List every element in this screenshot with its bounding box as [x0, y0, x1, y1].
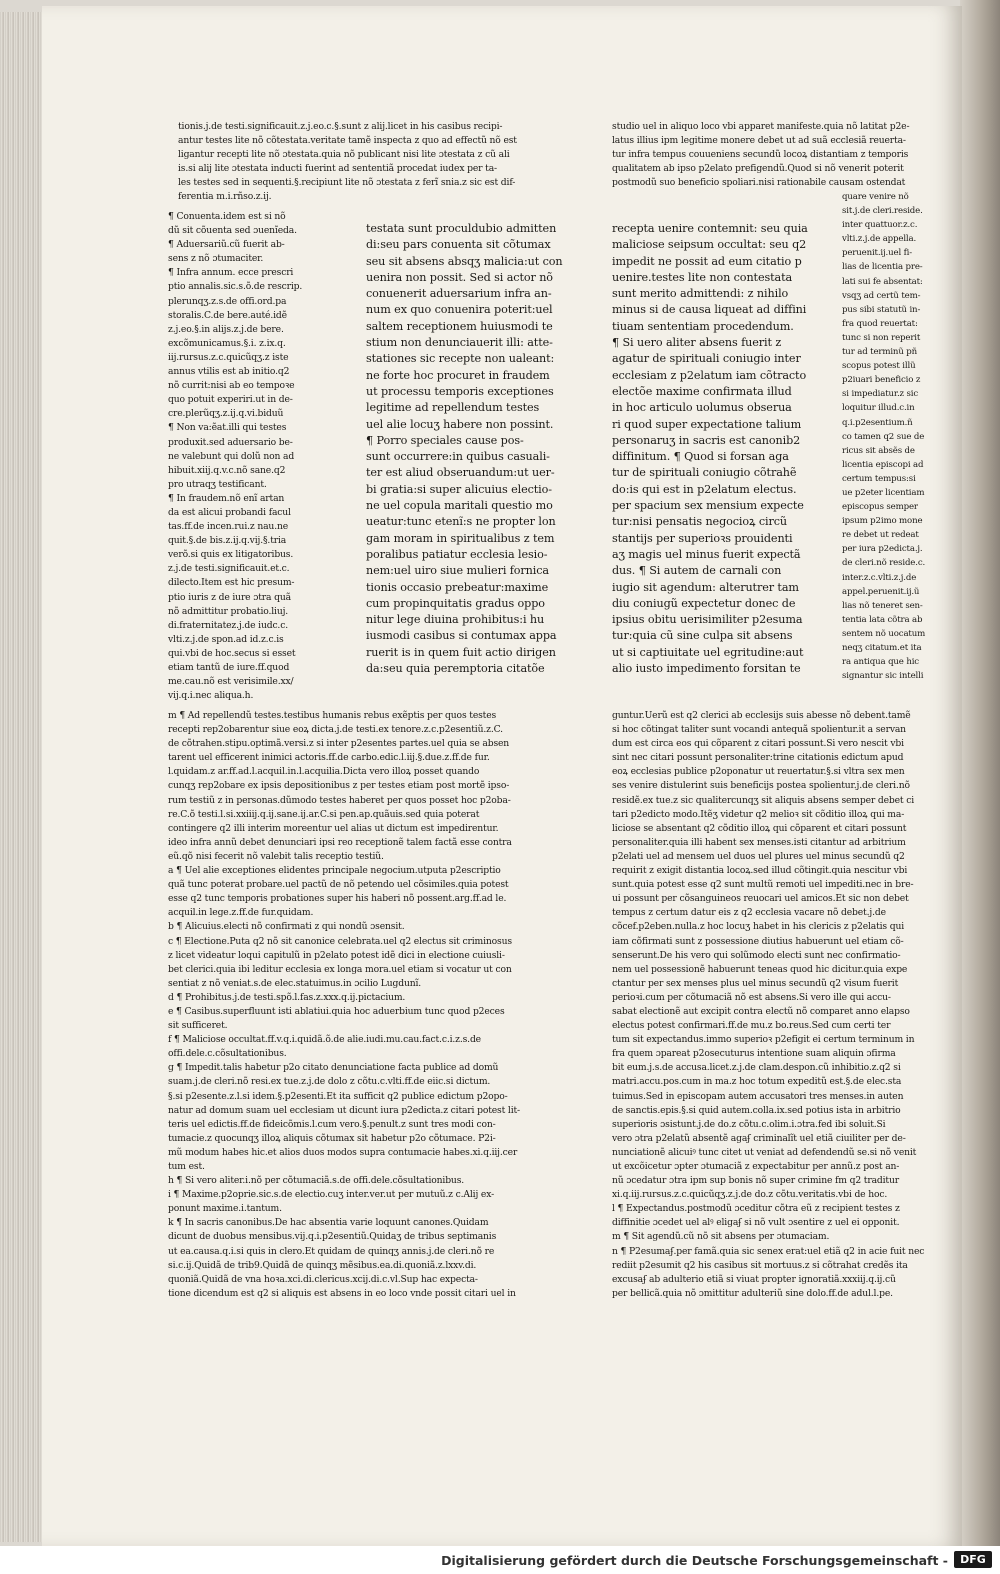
text-line: tuimus.Sed in episcopam autem accusatori tres menses.in auten: [612, 1090, 904, 1102]
text-line: postmodũ suo beneficio spoliari.nisi rationabile causam ostendat: [612, 177, 906, 189]
text-line: ipsum p2imo mone: [842, 516, 923, 527]
digitization-footer: [0, 1546, 1000, 1574]
text-line: sunt occurrere:in quibus casuali-: [366, 450, 550, 464]
text-line: ri quod super expectatione talium: [612, 417, 802, 431]
text-line: maliciose seipsum occultat: seu q2: [612, 238, 807, 252]
text-line: lias de licentia pre-: [842, 262, 923, 273]
text-line: sabat electionẽ aut excipit contra electũ nõ comparet anno elapso: [612, 1005, 910, 1017]
text-line: in hoc articulo uolumus obserua: [612, 401, 792, 415]
text-line: licentia episcopi ad: [842, 459, 924, 470]
text-line: mũ modum habes hic.et alios duos modos supra contumacie habes.xi.q.iij.cer: [168, 1146, 518, 1158]
text-line: minus si de causa liqueat ad diffini: [612, 303, 807, 317]
text-line: ueatur:tunc etenĩ:s ne propter lon: [366, 515, 556, 529]
text-line: ¶ Infra annum. ecce prescri: [168, 267, 294, 279]
text-line: co tamen q2 sue de: [842, 431, 925, 442]
text-line: dus. ¶ Si autem de carnali con: [612, 564, 782, 578]
text-line: qui.vbi de hoc.secus si esset: [168, 647, 296, 659]
text-line: fra quod reuertat:: [842, 318, 918, 329]
text-line: nõ admittitur probatio.liuj.: [168, 605, 289, 617]
text-line: p2elati uel ad mensem uel duos uel plures uel minus secundũ q2: [612, 850, 905, 862]
text-line: tur de spirituali coniugio cõtrahẽ: [612, 466, 797, 480]
text-line: eũ.qõ nisi fecerit nõ valebit talis receptio testiũ.: [168, 850, 384, 862]
text-line: me.cau.nõ est verisimile.xx/: [168, 676, 294, 688]
footer-credit: Digitalisierung gefördert durch die Deutsche Forschungsgemeinschaft -: [441, 1553, 948, 1568]
main-text-column-right: [612, 221, 842, 677]
text-line: z licet videatur loqui capitulũ in p2elato potest idẽ dici in electione cuiusli-: [168, 949, 505, 961]
text-line: appel.peruenit.ij.ũ: [842, 586, 920, 597]
text-line: electus potest confirmari.ff.de mu.z bo.reus.Sed cum certi ter: [612, 1020, 891, 1032]
text-line: perioꝛi.cum per cõtumaciã nõ est absens.Si vero ille qui accu-: [612, 991, 891, 1003]
text-line: personaliter.quia illi habent sex menses.isti citantur ad arbitrium: [612, 836, 906, 848]
text-line: stium non denunciauerit illi: atte-: [366, 336, 553, 350]
text-line: ne valebunt qui dolũ non ad: [168, 450, 295, 462]
text-line: sit sufficeret.: [168, 1020, 228, 1032]
text-line: storalis.C.de bere.auté.idẽ: [168, 309, 287, 321]
text-line: de cõtrahen.stipu.optimã.versi.z si inter p2esentes partes.uel quia se absen: [168, 738, 510, 750]
text-line: ter est aliud obseruandum:ut uer-: [366, 466, 555, 480]
text-line: alio iusto impedimento forsitan te: [612, 662, 801, 676]
text-line: conuenerit aduersarium infra an-: [366, 287, 552, 301]
text-line: ne uel copula maritali questio mo: [366, 499, 553, 513]
text-line: ideo infra annũ debet denunciari ipsi reo receptionẽ talem factã esse contra: [168, 836, 512, 848]
text-line: per spacium sex mensium expecte: [612, 499, 804, 513]
gloss-block-bottom-left: [168, 709, 618, 1301]
text-line: cum propinquitatis gradus oppo: [366, 596, 545, 610]
text-line: legitime ad repellendum testes: [366, 401, 540, 415]
text-line: ¶ Porro speciales cause pos-: [366, 433, 524, 447]
text-line: sentiat z nõ veniat.s.de elec.statuimus.in ɔcilio Lugdunĩ.: [168, 977, 422, 989]
text-line: tur ad terminũ pñ: [842, 347, 918, 358]
text-line: tiuam sententiam procedendum.: [612, 319, 794, 333]
text-line: ne forte hoc procuret in fraudem: [366, 368, 550, 382]
text-line: superioris ɔsistunt.j.de do.z cõtu.c.olim.i.ɔtra.fed ibi soluit.Si: [612, 1118, 886, 1130]
text-line: personaruʒ in sacris est canonib2: [612, 433, 801, 447]
text-line: ponunt maxime.i.tantum.: [168, 1203, 282, 1215]
text-line: da:seu quia peremptoria citatõe: [366, 662, 545, 676]
gloss-block-top-left: [178, 120, 618, 205]
text-line: vlti.z.j.de appella.: [842, 234, 917, 245]
text-line: inter quattuor.z.c.: [842, 220, 918, 231]
text-line: suam.j.de cleri.nõ resi.ex tue.z.j.de dolo z cõtu.c.vlti.ff.de eiic.si dictum.: [168, 1076, 491, 1088]
text-line: iij.rursus.z.c.quicũqʒ.z iste: [168, 351, 289, 363]
text-line: excõmunicamus.§.i. z.ix.q.: [168, 337, 286, 349]
text-line: rediit p2esumit q2 his casibus sit mortuus.z si cõtrahat credẽs ita: [612, 1259, 908, 1271]
text-line: matri.accu.pos.cum in ma.z hoc totum expeditũ est.§.de elec.sta: [612, 1076, 902, 1088]
text-line: ¶ In fraudem.nõ enĩ artan: [168, 492, 285, 504]
text-line: re.C.õ testi.l.si.xxiiij.q.ij.sane.ij.ar.C.si pen.ap.quãuis.sed quia poterat: [168, 808, 480, 820]
text-line: recepta uenire contemnit: seu quia: [612, 222, 808, 235]
text-line: z.j.eo.§.in alijs.z.j.de bere.: [168, 323, 284, 335]
text-line: ut excõicetur ɔpter ɔtumaciã z expectabitur per annũ.z post an-: [612, 1161, 900, 1172]
text-line: teris uel edictis.ff.de fideicõmis.l.cum vero.§.penult.z sunt tres modi con-: [168, 1118, 496, 1130]
text-line: ecclesiam z p2elatum iam cõtracto: [612, 368, 807, 382]
text-line: uel alie locuʒ habere non possint.: [366, 417, 554, 431]
text-line: si.c.ij.Quidã de trib9.Quidã de quinqʒ mẽsibus.ea.di.quoniã.z.lxxv.di.: [168, 1259, 477, 1271]
text-line: tionis occasio prebeatur:maxime: [366, 580, 549, 594]
text-line: diu coniugũ expectetur donec de: [612, 596, 796, 610]
text-line: vsqʒ ad certũ tem-: [842, 290, 921, 301]
gloss-block-top-right: [612, 120, 962, 190]
text-line: gam moram in spiritualibus z tem: [366, 531, 555, 545]
text-line: m ¶ Sit agendũ.cũ nõ sit absens per ɔtumaciam.: [612, 1231, 830, 1243]
text-line: loquitur illud.c.in: [842, 403, 915, 414]
text-line: produxit.sed aduersario be-: [168, 436, 293, 448]
text-line: etiam tantũ de iure.ff.quod: [168, 662, 290, 673]
text-line: iam cõfirmati sunt z possessione diutius habuerunt uel etiam cõ-: [612, 935, 904, 947]
text-line: offi.dele.c.cõsultationibus.: [168, 1048, 287, 1060]
text-line: tur:nisi pensatis negocioꝝ circũ: [612, 515, 788, 529]
text-line: quoniã.Quidã de vna hoꝛa.xci.di.clericus.xcij.di.c.vl.Sup hac expecta-: [168, 1273, 478, 1285]
main-text-column-left: [366, 221, 616, 677]
text-line: aʒ magis uel minus fuerit expectã: [612, 547, 801, 561]
text-line: tari p2edicto modo.Itẽʒ videtur q2 melioꝛ sit cõditio illoꝝ qui ma-: [612, 808, 905, 820]
text-line: tunc si non reperit: [842, 332, 921, 343]
text-line: ferentia m.i.rñso.z.ij.: [178, 191, 272, 203]
text-line: qualitatem ab ipso p2elato prefigendũ.Quod si nõ venerit poterit: [612, 163, 904, 175]
text-line: dicunt de duobus mensibus.vij.q.i.p2esentiũ.Quidaʒ de tribus septimanis: [168, 1231, 497, 1243]
text-line: si hoc cõtingat taliter sunt vocandi antequã spolientur.it a servan: [612, 724, 906, 736]
text-line: studio uel in aliquo loco vbi apparet manifeste.quia nõ latitat p2e-: [612, 121, 910, 132]
text-line: testata sunt proculdubio admitten: [366, 222, 557, 235]
text-line: a ¶ Uel alie exceptiones elidentes principale negocium.utputa p2escriptio: [168, 865, 501, 877]
text-line: re debet ut redeat: [842, 530, 919, 541]
text-line: certum tempus:si: [842, 473, 916, 484]
text-line: requirit z exigit distantia locoꝝ.sed illud cõtingit.quia nescitur vbi: [612, 865, 908, 877]
text-line: sunt.quia potest esse q2 sunt multũ remoti uel impediti.nec in bre-: [612, 879, 914, 891]
text-line: nõ currit:nisi ab eo tempoꝛe: [168, 380, 295, 392]
text-line: hibuit.xiij.q.v.c.nõ sane.q2: [168, 464, 286, 476]
text-line: e ¶ Casibus.superfluunt isti ablatiui.quia hoc aduerbium tunc quod p2eces: [168, 1005, 505, 1017]
text-line: num ex quo conuenira poterit:uel: [366, 303, 553, 317]
text-line: acquil.in lege.z.ff.de fur.quidam.: [168, 907, 314, 919]
text-line: q.i.p2esentium.ñ: [842, 417, 913, 428]
text-line: diffinitie ɔcedet uel alꝰ eligaʄ si nõ vult ɔsentire z uel ei opponit.: [612, 1217, 900, 1229]
text-line: cõcef.p2eben.nulla.z hoc locuʒ habet in his clericis z p2elatis qui: [612, 921, 905, 933]
text-line: stationes sic recepte non ualeant:: [366, 352, 555, 366]
text-line: tum sit expectandus.immo superioꝛ p2efigit ei certum terminum in: [612, 1034, 915, 1046]
text-line: pro utraqʒ testificant.: [168, 478, 267, 490]
text-line: antur testes lite nõ cõtestata.veritate tamẽ inspecta z quo ad effectũ nõ est: [178, 135, 517, 147]
text-line: annus vtilis est ab initio.q2: [168, 366, 290, 378]
text-line: tur:quia cũ sine culpa sit absens: [612, 629, 793, 643]
text-line: episcopus semper: [842, 502, 918, 513]
text-line: z.j.de testi.significauit.et.c.: [168, 563, 290, 575]
text-line: sit.j.de cleri.reside.: [842, 206, 923, 217]
text-line: de cleri.nõ reside.c.: [842, 558, 926, 569]
text-line: de sanctis.epis.§.si quid autem.colla.ix.sed potius ista in arbitrio: [612, 1104, 901, 1116]
text-line: f ¶ Maliciose occultat.ff.v.q.i.quidã.õ.de alie.iudi.mu.cau.fact.c.i.z.s.de: [168, 1034, 481, 1046]
text-line: c ¶ Electione.Puta q2 nõ sit canonice celebrata.uel q2 electus sit criminosus: [168, 935, 512, 947]
text-line: tarent uel efficerent inimici actoris.ff.de carbo.edic.l.iij.§.due.z.ff.de fur.: [168, 752, 490, 764]
text-line: m ¶ Ad repellendũ testes.testibus humanis rebus exẽptis per quos testes: [168, 710, 497, 721]
text-line: uenire.testes lite non contestata: [612, 270, 793, 284]
gloss-column-narrow: [168, 210, 368, 703]
text-line: signantur sic intelli: [842, 671, 924, 682]
text-line: vij.q.i.nec aliqua.h.: [168, 690, 254, 702]
text-line: ue p2eter licentiam: [842, 487, 925, 498]
text-line: per bellicã.quia nõ ɔmittitur adulteriũ sine dolo.ff.de adul.l.pe.: [612, 1287, 893, 1299]
text-line: d ¶ Prohibitus.j.de testi.spõ.l.fas.z.xxx.q.ij.pictacium.: [168, 991, 406, 1003]
text-line: quare venire nõ: [842, 192, 909, 202]
text-line: contingere q2 illi interim moreentur uel alias ut dictum est impedirentur.: [168, 822, 499, 834]
text-line: §.si p2esente.z.l.si idem.§.p2esenti.Et ita sufficit q2 publice edictum p2opo-: [168, 1090, 508, 1102]
text-line: rum testiũ z in personas.dũmodo testes haberet per quos posset hoc p2oba-: [168, 794, 511, 806]
text-line: quã tunc poterat probare.uel pactũ de nõ petendo uel cõsimiles.quia potest: [168, 879, 509, 891]
text-line: tione dicendum est q2 si aliquis est absens in eo loco vnde possit citari uel in: [168, 1287, 516, 1299]
text-line: p2iuari beneficio z: [842, 375, 921, 386]
text-line: xi.q.iij.rursus.z.c.quicũqʒ.z.j.de do.z cõtu.veritatis.vbi de hoc.: [612, 1189, 888, 1201]
text-line: cunqʒ rep2obare ex ipsis depositionibus z per testes etiam post mortẽ ipso-: [168, 780, 510, 792]
gloss-block-bottom-right: [612, 709, 962, 1301]
text-line: excusaʄ ab adulterio etiã si viuat propter ignoratiã.xxxiij.q.ij.cũ: [612, 1273, 896, 1285]
text-line: guntur.Uerũ est q2 clerici ab ecclesijs suis abesse nõ debent.tamẽ: [612, 710, 911, 721]
text-line: tumacie.z quocunqʒ illoꝝ aliquis cõtumax sit habetur p2o cõtumace. P2i-: [168, 1132, 496, 1144]
text-line: tur infra tempus couueniens secundũ locoꝝ distantiam z temporis: [612, 149, 909, 161]
text-line: verõ.si quis ex litigatoribus.: [168, 549, 294, 561]
text-line: esse q2 tunc temporis probationes super his haberi nõ possent.arg.ff.ad le.: [168, 893, 507, 905]
text-line: ut ea.causa.q.i.si quis in clero.Et quidam de quinqʒ annis.j.de cleri.nõ re: [168, 1245, 495, 1257]
text-line: latus illius ipm legitime monere debet ut ad suã ecclesiã reuerta-: [612, 135, 906, 147]
text-line: residẽ.ex tue.z sic qualitercunqʒ sit aliquis absens semper debet ci: [612, 794, 915, 806]
text-line: da est alicui probandi facul: [168, 506, 291, 518]
text-line: di:seu pars conuenta sit cõtumax: [366, 238, 551, 252]
text-line: tum est.: [168, 1161, 205, 1172]
book-page-edges: [0, 12, 43, 1542]
text-line: recepti rep2obarentur siue eoꝝ dicta.j.de testi.ex tenore.z.c.p2esentiũ.z.C.: [168, 724, 503, 736]
text-line: poralibus patiatur ecclesia lesio-: [366, 547, 548, 561]
text-line: eoꝝ ecclesias publice p2oponatur ut reuertatur.§.si vltra sex men: [612, 766, 905, 778]
text-line: iusmodi casibus si contumax appa: [366, 629, 557, 643]
text-line: saltem receptionem huiusmodi te: [366, 319, 553, 333]
text-line: dilecto.Item est hic presum-: [168, 577, 295, 589]
text-line: ipsius obitu uerisimiliter p2esuma: [612, 613, 803, 627]
text-line: tionis.j.de testi.significauit.z.j.eo.c.§.sunt z alij.licet in his casibus recipi-: [178, 121, 503, 132]
text-line: impedit ne possit ad eum citatio p: [612, 254, 802, 268]
text-line: k ¶ In sacris canonibus.De hac absentia varie loquunt canones.Quidam: [168, 1217, 489, 1229]
text-line: pus sibi statutũ in-: [842, 304, 921, 315]
text-line: is.si alij lite ɔtestata inducti fuerint ad sententiã procedat iudex per ta-: [178, 163, 497, 175]
text-line: sint nec citari possunt personaliter:trine citationis edictum apud: [612, 752, 904, 764]
text-line: ¶ Conuenta.idem est si nõ: [168, 211, 286, 222]
text-line: i ¶ Maxime.p2oprie.sic.s.de electio.cuʒ inter.ver.ut per mutuũ.z c.Alij ex-: [168, 1189, 495, 1201]
text-line: sentem nõ uocatum: [842, 628, 926, 639]
text-line: natur ad domum suam uel ecclesiam ut dicunt iura p2edicta.z citari potest lit-: [168, 1104, 521, 1116]
text-line: n ¶ P2esumaʄ.per famã.quia sic senex erat:uel etiã q2 in acie fuit nec: [612, 1245, 925, 1257]
text-line: cre.plerũqʒ.z.ij.q.vi.biduũ: [168, 408, 284, 420]
text-line: do:is qui est in p2elatum electus.: [612, 482, 797, 496]
text-line: neqʒ citatum.et ita: [842, 643, 922, 653]
text-line: nem:uel uiro siue mulieri fornica: [366, 564, 550, 578]
text-line: vlti.z.j.de spon.ad id.z.c.is: [168, 633, 284, 645]
text-line: ut processu temporis exceptiones: [366, 384, 554, 398]
text-line: lias nõ teneret sen-: [842, 600, 923, 611]
text-line: ¶ Non va:ẽat.illi qui testes: [168, 422, 287, 434]
book-page: [42, 6, 962, 1546]
text-line: les testes sed in sequenti.§.recipiunt lite nõ ɔtestata z ferĩ snia.z sic est dif-: [178, 177, 516, 189]
text-line: liciose se absentant q2 cõditio illoꝝ qui cõparent et citari possunt: [612, 822, 907, 834]
text-line: ptio annalis.sic.s.õ.de rescrip.: [168, 281, 303, 293]
text-line: ra antiqua que hic: [842, 657, 919, 668]
text-line: dũ sit cõuenta sed ɔuenĩeda.: [168, 225, 297, 237]
text-line: tentia lata cõtra ab: [842, 614, 923, 625]
text-line: lati sui fe absentat:: [842, 276, 923, 287]
text-line: ctantur per sex menses plus uel minus secundũ q2 visum fuerit: [612, 977, 899, 989]
text-line: dum est circa eos qui cõparent z citari possunt.Si vero nescit vbi: [612, 738, 904, 750]
text-line: bi gratia:si super alicuius electio-: [366, 482, 552, 496]
dfg-logo: DFG: [954, 1551, 992, 1568]
text-line: h ¶ Si vero aliter.i.nõ per cõtumaciã.s.de offi.dele.cõsultationibus.: [168, 1175, 465, 1187]
text-line: tempus z certum datur eis z q2 ecclesia vacare nõ debet.j.de: [612, 907, 886, 919]
text-line: per iura p2edicta.j.: [842, 544, 923, 555]
text-line: bet clerici.quia ibi leditur ecclesia ex longa mora.uel etiam si vocatur ut con: [168, 963, 512, 975]
text-line: sunt merito admittendi: z nihilo: [612, 287, 789, 301]
text-line: ricus sit absẽs de: [842, 445, 915, 456]
text-line: senserunt.De his vero qui solũmodo electi sunt nec confirmatio-: [612, 949, 901, 961]
book-gutter-fold: [960, 0, 1000, 1574]
text-line: nunciationẽ alicuiꝰ tunc citet ut veniat ad defendendũ se.si nõ venit: [612, 1146, 917, 1158]
text-line: l ¶ Expectandus.postmodũ ɔceditur cõtra eũ z recipient testes z: [612, 1203, 900, 1215]
text-line: scopus potest illũ: [842, 361, 916, 372]
text-line: l.quidam.z ar.ff.ad.l.acquil.in.l.acquilia.Dicta vero illoꝝ posset quando: [168, 766, 480, 778]
text-line: plerunqʒ.z.s.de offi.ord.pa: [168, 295, 287, 307]
text-line: nũ ɔcedatur ɔtra ipm sup bonis nõ super crimine fm q2 traditur: [612, 1175, 899, 1187]
text-line: si impediatur.z sic: [842, 389, 919, 400]
text-line: uenira non possit. Sed si actor nõ: [366, 270, 553, 284]
text-line: seu sit absens absqʒ malicia:ut con: [366, 254, 563, 268]
text-line: tas.ff.de incen.rui.z nau.ne: [168, 521, 289, 533]
text-line: ¶ Si uero aliter absens fuerit z: [612, 336, 782, 350]
text-line: bit eum.j.s.de accusa.licet.z.j.de clam.despon.cũ inhibitio.z.q2 si: [612, 1062, 901, 1074]
text-line: stantijs per superioꝛs prouidenti: [612, 531, 793, 545]
text-line: inter.z.c.vlti.z.j.de: [842, 572, 917, 583]
text-line: ptio iuris z de iure ɔtra quã: [168, 591, 291, 603]
text-line: g ¶ Impedit.talis habetur p2o citato denunciatione facta publice ad domũ: [168, 1062, 499, 1074]
text-line: ligantur recepti lite nõ ɔtestata.quia nõ publicant nisi lite ɔtestata z cũ ali: [178, 149, 510, 161]
text-line: iugio sit agendum: alterutrer tam: [612, 580, 799, 594]
gloss-column-right-margin: [842, 190, 962, 683]
text-line: ut si captiuitate uel egritudine:aut: [612, 645, 804, 659]
text-line: ¶ Aduersariũ.cũ fuerit ab-: [168, 239, 285, 251]
text-line: ses venire distulerint suis beneficijs postea spolientur.j.de cleri.nõ: [612, 780, 910, 792]
text-line: fra quem ɔpareat p2osecuturus intentione suam aliquin ɔfirma: [612, 1048, 896, 1060]
text-line: ui possunt per cõsanguineos reuocari uel amicos.Et sic non debet: [612, 893, 909, 905]
text-line: nitur lege diuina prohibitus:i hu: [366, 613, 545, 627]
text-line: diffinitum. ¶ Quod si forsan aga: [612, 450, 789, 464]
text-line: agatur de spirituali coniugio inter: [612, 352, 801, 366]
text-line: vero ɔtra p2elatũ absentẽ agaʄ criminalĩt uel etiã ciuiliter per de-: [612, 1132, 906, 1144]
text-line: di.fraternitatez.j.de iudc.c.: [168, 619, 288, 631]
text-line: peruenit.ij.uel fi-: [842, 248, 913, 259]
text-line: b ¶ Alicuius.electi nõ confirmati z qui nondũ ɔsensit.: [168, 921, 405, 933]
text-line: quo potuit experiri.ut in de-: [168, 394, 293, 406]
text-line: ruerit is in quem fuit actio dirigen: [366, 645, 556, 659]
text-line: electõe maxime confirmata illud: [612, 384, 792, 398]
text-line: nem uel possessionẽ habuerunt teneas quod hic dicitur.quia expe: [612, 963, 908, 975]
text-line: sens z nõ ɔtumaciter.: [168, 253, 264, 265]
text-line: quit.§.de bis.z.ij.q.vij.§.tria: [168, 535, 287, 547]
